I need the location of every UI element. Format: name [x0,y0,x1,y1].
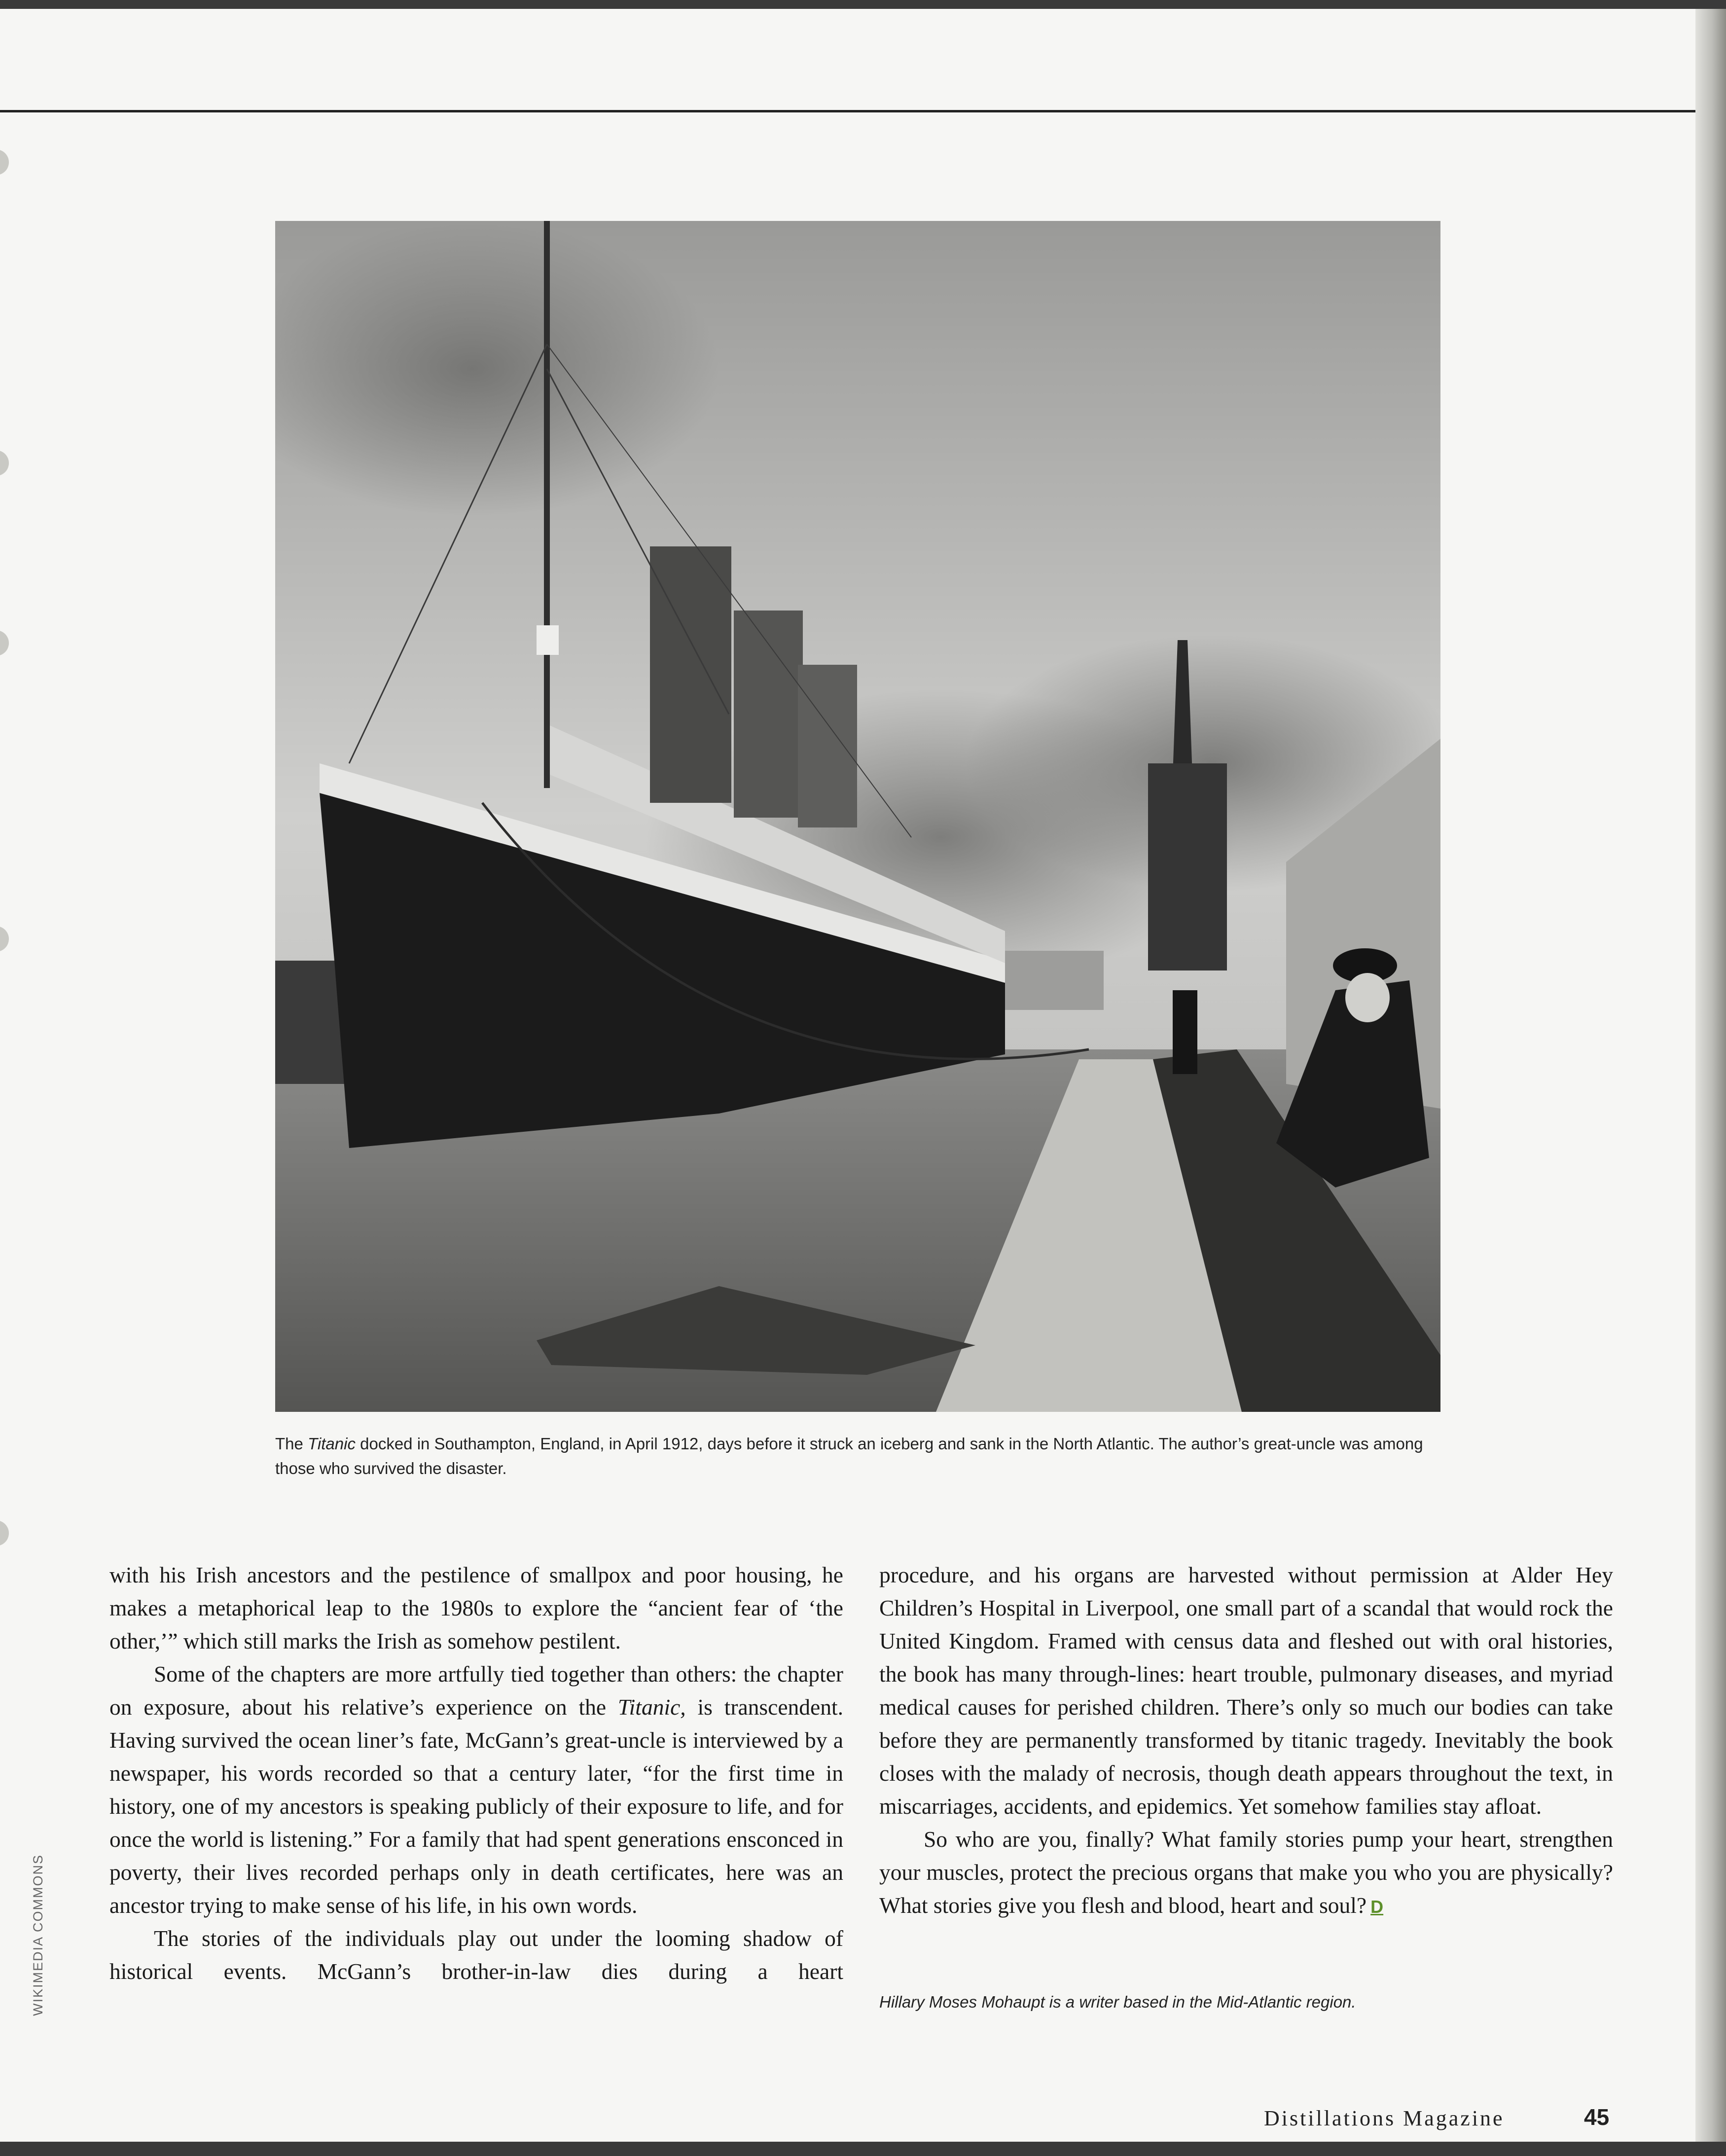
end-mark: D [1370,1897,1384,1917]
magazine-page [0,9,1711,2142]
binder-hole [0,450,9,476]
body-column-left [109,1558,843,1988]
paragraph: Some of the chapters are more artfully tied together than others: the chapter on exposure, about his relative’s experience on the Titanic, is transcendent. Having survived the ocean liner’s fate, McGann’s great-uncle is interviewed by a newspaper, his words recorded so that a century later, “for the first time in history, one of my ancestors is speaking publicly of their exposure to life, and for once the world is listening.” For a family that had spent generations ensconced in poverty, their lives recorded perhaps only in death certificates, here was an ancestor trying to make sense of his life, in his own words. [109,1661,843,1918]
caption-ship-name: Titanic [308,1435,356,1453]
header-rule [0,110,1696,112]
body-column-right [879,1558,1613,1923]
photo-caption: The Titanic docked in Southampton, England, in April 1912, days before it struck an iceberg and sank in the North Atlantic. The author’s great-uncle was among those who survived the disaster. [275,1435,1423,1477]
binder-hole [0,1520,9,1546]
photo-illustration [275,221,1440,1412]
paragraph: procedure, and his organs are harvested without permission at Alder Hey Children’s Hospital in Liverpool, one small part of a scandal that would rock the United Kingdom. Framed with census data and fleshed out with oral histories, the book has many through-lines: heart trouble, pulmonary diseases, and myriad medical causes for perished children. There’s only so much our bodies can take before they are permanently transformed by titanic tragedy. Inevitably the book closes with the malady of necrosis, though death appears throughout the text, in miscarriages, accidents, and epidemics. Yet somehow families stay afloat. [879,1562,1613,1819]
footer-magazine-title: Distillations Magazine [1264,2106,1505,2130]
paragraph: So who are you, finally? What family stories pump your heart, strengthen your muscles, protect the precious organs that make you who you are physically? What stories give you flesh and blood, heart and soul? D [879,1827,1613,1918]
page-number: 45 [1584,2104,1610,2130]
page-edge [1695,9,1726,2142]
binder-hole [0,149,9,175]
paragraph: The stories of the individuals play out under the looming shadow of historical events. McGann’s brother-in-law dies during a heart [109,1926,843,1984]
paragraph: with his Irish ancestors and the pestilence of smallpox and poor housing, he makes a metaphorical leap to the 1980s to explore the “ancient fear of ‘the other,’” which still marks the Irish as somehow pestilent. [109,1562,843,1653]
ship-name: Titanic, [617,1694,686,1720]
binder-hole [0,926,9,952]
photo-credit: WIKIMEDIA COMMONS [31,1854,45,2016]
binder-hole [0,630,9,656]
author-bio: Hillary Moses Mohaupt is a writer based in the Mid-Atlantic region. [879,1993,1356,2011]
photo-titanic [275,221,1440,1412]
